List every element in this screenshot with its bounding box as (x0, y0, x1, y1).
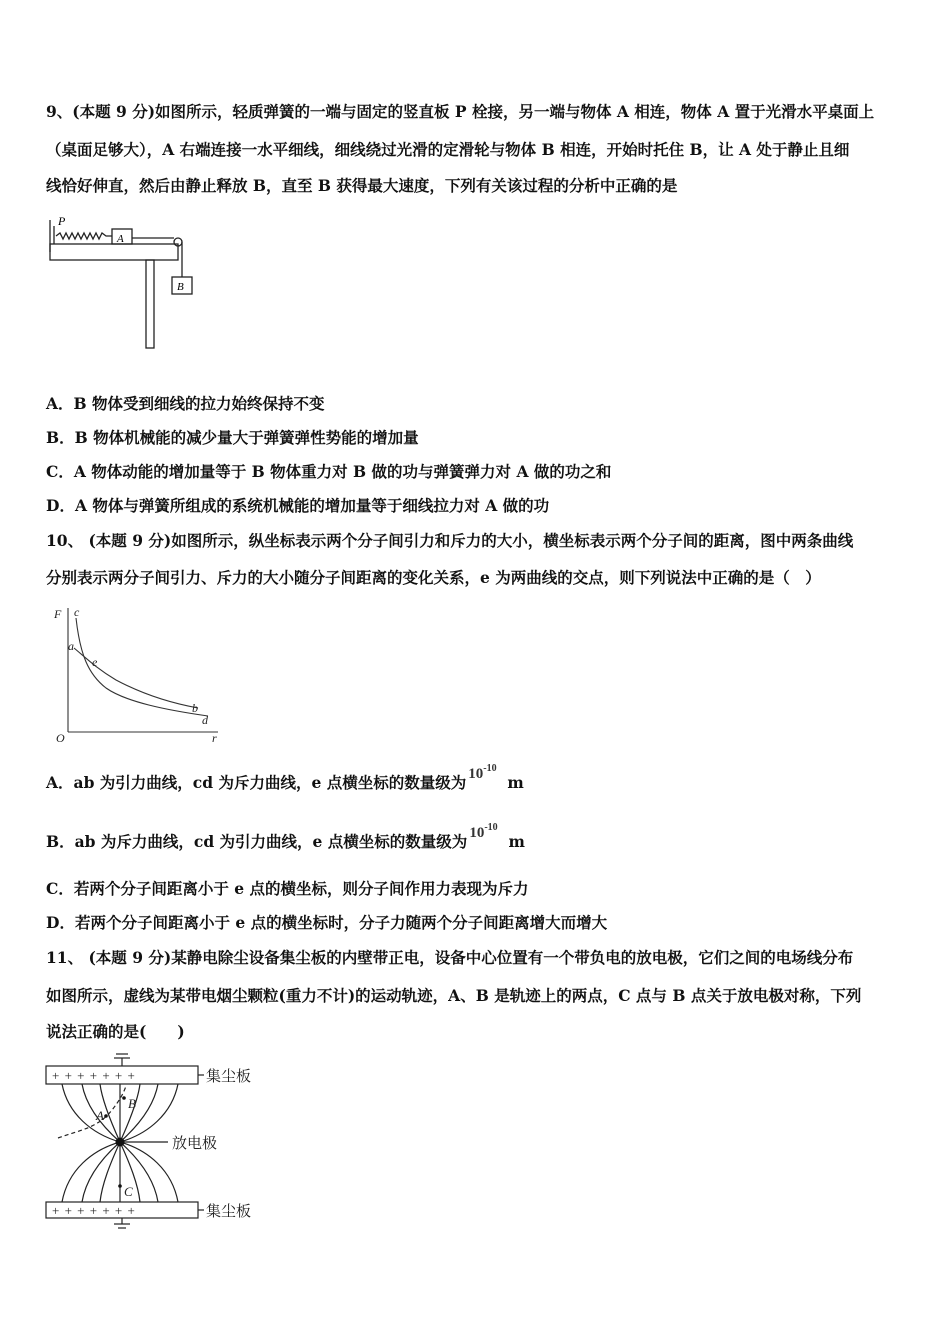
label-c: C (124, 1184, 133, 1199)
point-a (104, 1114, 108, 1118)
q9-spring-pulley-figure (46, 212, 226, 354)
label-d: d (202, 713, 208, 727)
label-b: B (128, 1096, 136, 1111)
q11-line-1: 11、 (本题 9 分)某静电除尘设备集尘板的内壁带正电，设备中心位置有一个带负电的放电极，它们之间的电场线分布 (46, 948, 854, 967)
label-e: e (92, 655, 98, 669)
point-c (118, 1184, 122, 1188)
q9-option-a: A．B 物体受到细线的拉力始终保持不变 (46, 394, 325, 413)
label-electrode: 放电极 (172, 1134, 218, 1152)
q10-force-distance-graph (46, 604, 226, 749)
label-plate-top: 集尘板 (206, 1067, 252, 1085)
label-o: O (56, 731, 65, 745)
q10-option-d: D．若两个分子间距离小于 e 点的横坐标时，分子力随两个分子间距离增大而增大 (46, 913, 608, 932)
q11-line-2: 如图所示，虚线为某带电烟尘颗粒(重力不计)的运动轨迹，A、B 是轨迹上的两点，C 点与 B 点关于放电极对称，下列 (46, 986, 862, 1005)
label-r: r (212, 731, 217, 745)
label-b: B (177, 281, 184, 293)
q9-option-b: B．B 物体机械能的减少量大于弹簧弹性势能的增加量 (46, 428, 419, 447)
label-b: b (192, 701, 198, 715)
plus-signs-top: + + + + + + + (52, 1068, 136, 1083)
q10-option-b (46, 822, 525, 856)
plus-signs-bottom: + + + + + + + (52, 1203, 136, 1218)
q9-line-3: 线恰好伸直，然后由静止释放 B，直至 B 获得最大速度，下列有关该过程的分析中正确的是 (46, 176, 678, 195)
point-b (122, 1096, 126, 1100)
q9-line-2: （桌面足够大），A 右端连接一水平细线，细线绕过光滑的定滑轮与物体 B 相连，开始时托住 B，让 A 处于静止且细 (46, 140, 850, 159)
label-p: P (58, 214, 66, 228)
label-a: A (117, 233, 124, 245)
label-plate-bottom: 集尘板 (206, 1202, 252, 1220)
q9-option-c: C．A 物体动能的增加量等于 B 物体重力对 B 做的功与弹簧弹力对 A 做的功之和 (46, 462, 612, 481)
power-of-ten: $10^{-10}$ (468, 763, 497, 782)
particle-trajectory (58, 1086, 126, 1138)
label-f: F (54, 607, 62, 621)
option-a-text: A．ab 为引力曲线，cd 为斥力曲线，e 点横坐标的数量级为 (46, 773, 467, 792)
option-b-text: B．ab 为斥力曲线，cd 为引力曲线，e 点横坐标的数量级为 (46, 832, 468, 851)
q10-line-2: 分别表示两分子间引力、斥力的大小随分子间距离的变化关系，e 为两曲线的交点，则下列说法中正确的是（ ） (46, 568, 821, 587)
power-of-ten: $10^{-10}$ (469, 822, 498, 841)
label-c: c (74, 605, 80, 619)
discharge-electrode (116, 1138, 125, 1147)
q9-line-1: 9、(本题 9 分)如图所示，轻质弹簧的一端与固定的竖直板 P 栓接，另一端与物体 A 相连，物体 A 置于光滑水平桌面上 (46, 102, 875, 121)
unit-m: m (508, 832, 525, 851)
q11-line-3: 说法正确的是( ) (46, 1022, 185, 1041)
unit-m: m (507, 773, 524, 792)
label-a: a (68, 639, 74, 653)
q9-option-d: D．A 物体与弹簧所组成的系统机械能的增加量等于细线拉力对 A 做的功 (46, 496, 550, 515)
q10-line-1: 10、 (本题 9 分)如图所示，纵坐标表示两个分子间引力和斥力的大小，横坐标表示两个分子间的距离，图中两条曲线 (46, 531, 854, 550)
q10-option-a (46, 763, 524, 797)
label-a: A (96, 1108, 104, 1123)
q10-option-c: C．若两个分子间距离小于 e 点的横坐标，则分子间作用力表现为斥力 (46, 879, 529, 898)
q11-electrostatic-field-figure (40, 1050, 280, 1230)
